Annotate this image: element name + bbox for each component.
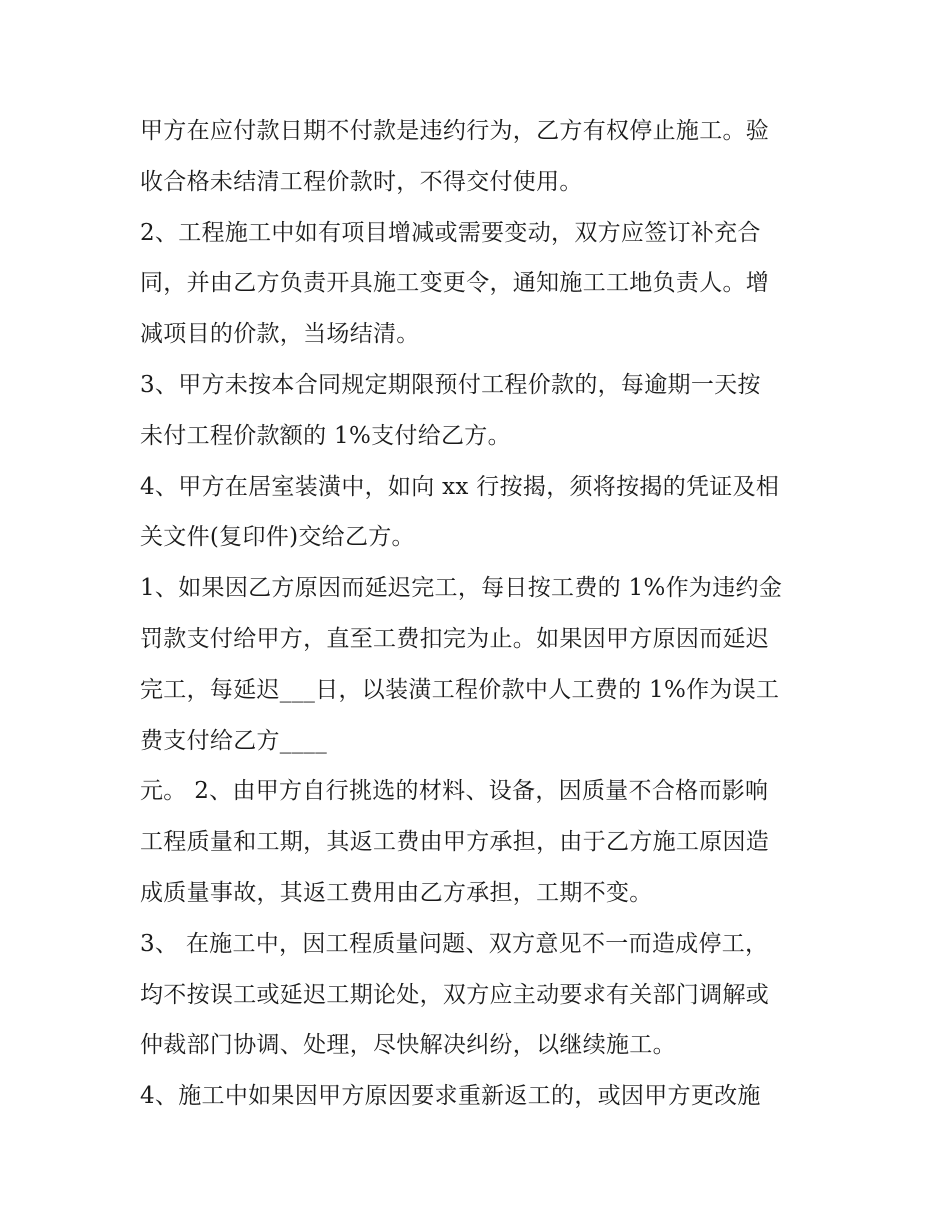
text-line: 未付工程价款额的 1%支付给乙方。	[140, 422, 511, 449]
text-line: 4、甲方在居室装潢中，如向 xx 行按揭，须将按揭的凭证及相	[140, 473, 780, 500]
text-line: 减项目的价款，当场结清。	[140, 321, 420, 348]
text-line: 关文件(复印件)交给乙方。	[140, 524, 415, 551]
text-line: 3、甲方未按本合同规定期限预付工程价款的，每逾期一天按	[140, 371, 761, 398]
text-line: 费支付给乙方____	[140, 727, 327, 754]
text-line: 工程质量和工期，其返工费由甲方承担，由于乙方施工原因造	[140, 829, 770, 856]
text-line: 1、如果因乙方原因而延迟完工，每日按工费的 1%作为违约金	[140, 575, 783, 602]
document-body	[140, 106, 820, 1122]
text-line: 4、施工中如果因甲方原因要求重新返工的，或因甲方更改施	[140, 1083, 761, 1110]
text-line: 2、工程施工中如有项目增减或需要变动，双方应签订补充合	[140, 219, 761, 246]
text-line: 收合格未结清工程价款时，不得交付使用。	[140, 168, 583, 195]
text-line: 完工，每延迟___日，以装潢工程价款中人工费的 1%作为误工	[140, 676, 780, 703]
text-line: 3、 在施工中，因工程质量问题、双方意见不一而造成停工，	[140, 930, 769, 957]
text-line: 罚款支付给甲方，直至工费扣完为止。如果因甲方原因而延迟	[140, 625, 770, 652]
text-line: 同，并由乙方负责开具施工变更令，通知施工工地负责人。增	[140, 270, 770, 297]
text-line: 仲裁部门协调、处理，尽快解决纠纷，以继续施工。	[140, 1032, 676, 1059]
text-line: 成质量事故，其返工费用由乙方承担，工期不变。	[140, 879, 653, 906]
text-line: 元。 2、由甲方自行挑选的材料、设备，因质量不合格而影响	[140, 778, 769, 805]
text-line: 均不按误工或延迟工期论处，双方应主动要求有关部门调解或	[140, 981, 770, 1008]
text-line: 甲方在应付款日期不付款是违约行为，乙方有权停止施工。验	[140, 118, 770, 144]
